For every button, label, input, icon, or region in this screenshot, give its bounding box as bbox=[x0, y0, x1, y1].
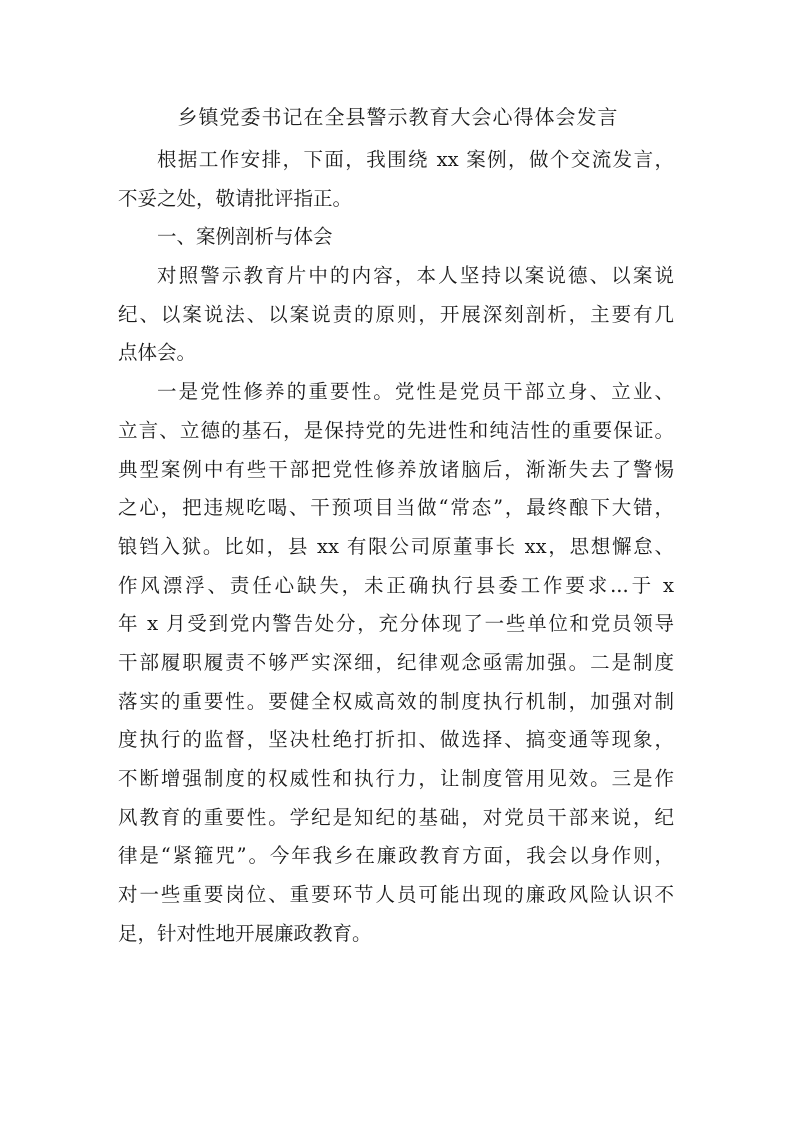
document-body bbox=[118, 141, 674, 953]
paragraph-line: 度执行的监督，坚决杜绝打折扣、做选择、搞变通等现象， bbox=[118, 728, 674, 752]
paragraph-line: 点体会。 bbox=[118, 341, 197, 365]
paragraph-line: 根据工作安排，下面，我围绕 xx 案例，做个交流发言， bbox=[157, 148, 674, 171]
paragraph-line: 干部履职履责不够严实深细，纪律观念亟需加强。二是制度 bbox=[118, 650, 674, 674]
paragraph-line: 对照警示教育片中的内容，本人坚持以案说德、以案说 bbox=[157, 264, 674, 288]
paragraph-line: 不断增强制度的权威性和执行力，让制度管用见效。三是作 bbox=[118, 767, 674, 790]
document-title: 乡镇党委书记在全县警示教育大会心得体会发言 bbox=[177, 105, 619, 129]
paragraph-line: 锒铛入狱。比如，县 xx 有限公司原董事长 xx，思想懈怠、 bbox=[118, 534, 674, 558]
paragraph-line: 律是“紧箍咒”。今年我乡在廉政教育方面，我会以身作则， bbox=[118, 844, 674, 868]
paragraph-line: 立言、立德的基石，是保持党的先进性和纯洁性的重要保证。 bbox=[118, 418, 674, 442]
paragraph-line: 之心，把违规吃喝、干预项目当做“常态”，最终酿下大错， bbox=[118, 496, 674, 520]
paragraph-line: 落实的重要性。要健全权威高效的制度执行机制，加强对制 bbox=[118, 689, 674, 713]
paragraph-line: 年 x 月受到党内警告处分，充分体现了一些单位和党员领导 bbox=[118, 612, 674, 636]
paragraph-line: 不妥之处，敬请批评指正。 bbox=[118, 186, 353, 210]
paragraph-line: 作风漂浮、责任心缺失，未正确执行县委工作要求...于 x bbox=[118, 573, 674, 597]
paragraph-line: 纪、以案说法、以案说责的原则，开展深刻剖析，主要有几 bbox=[118, 302, 674, 326]
section-heading: 一、案例剖析与体会 bbox=[157, 225, 333, 249]
paragraph-line: 典型案例中有些干部把党性修养放诸脑后，渐渐失去了警惕 bbox=[118, 457, 674, 481]
paragraph-line: 对一些重要岗位、重要环节人员可能出现的廉政风险认识不 bbox=[118, 883, 674, 907]
paragraph-line: 足，针对性地开展廉政教育。 bbox=[118, 921, 372, 945]
paragraph-line: 一是党性修养的重要性。党性是党员干部立身、立业、 bbox=[157, 380, 674, 404]
paragraph-line: 风教育的重要性。学纪是知纪的基础，对党员干部来说，纪 bbox=[118, 805, 674, 829]
